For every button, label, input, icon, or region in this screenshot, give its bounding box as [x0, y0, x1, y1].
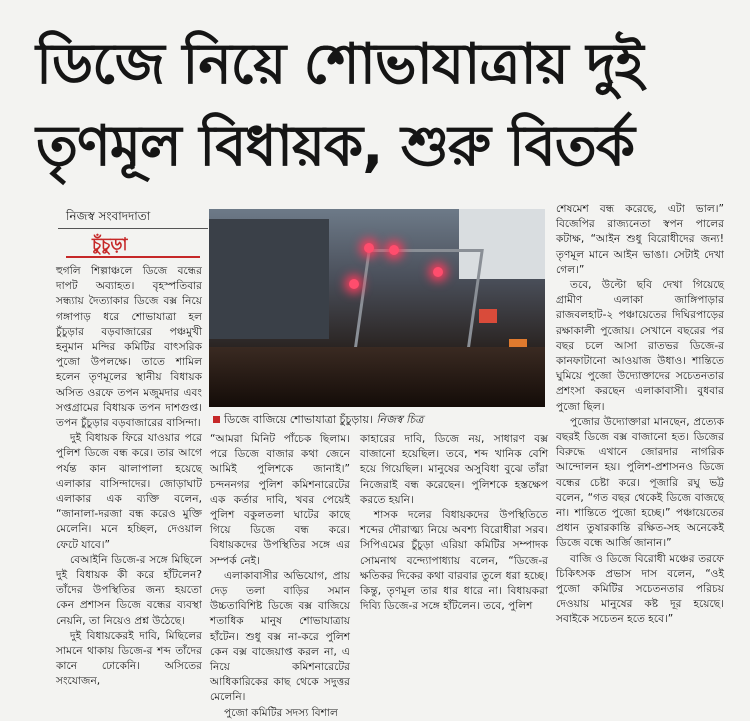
byline-divider — [58, 228, 208, 229]
article-column-3 — [360, 432, 548, 614]
paragraph: শাসক দলের বিধায়কদের উপস্থিতিতে শব্দের দৌরাত্ম্য নিয়ে অবশ্য বিরোধীরা সরব। সিপিএমের চুঁচুড়া এরিয়া কমিটির সম্পাদক সোমনাথ বন্দ্যোপাধ্যায় বলেন, “ডিজে-র ক্ষতিকর দিকের কথা বারবার তুলে ধরা হচ্ছে। কিন্তু, তৃণমূল তার ধার ধারে না। বিধায়করা দিব্যি ডিজে-র সঙ্গে হাঁটলেন। তবে, পুলিশ — [360, 509, 548, 613]
photo-stage-light — [433, 267, 443, 277]
photo-crowd — [209, 347, 545, 407]
article-column-4 — [556, 202, 724, 628]
paragraph: “আমরা মিনিট পাঁচেক ছিলাম। পরে ডিজে বাজার কথা জেনে আমিই পুলিশকে জানাই।” চন্দননগর পুলিশ কমিশনারেটের এক কর্তার দাবি, খবর পেয়েই পুলিশ বকুলতলা ঘাটের কাছে গিয়ে ডিজে বন্ধ করে। বিধায়কদের উপস্থিতির সঙ্গে এর সম্পর্ক নেই। — [210, 433, 350, 567]
paragraph: হুগলি শিল্পাঞ্চলে ডিজে বন্ধের দাপট অব্যাহত। বৃহস্পতিবার সন্ধ্যায় দৈত্যাকার ডিজে বক্স নিয়ে গঙ্গাপাড় ধরে শোভাযাত্রা হল চুঁচুড়ার বড়বাজারের পঞ্চমুখী হনুমান মন্দির কমিটির বাৎসরিক পুজো উপলক্ষে। তাতে শামিল হলেন তৃণমূলের স্থানীয় বিধায়ক অসিত ওরফে তপন মজুমদার এবং সপ্তগ্রামের বিধায়ক তপন দাশগুপ্ত। তপন চুঁচুড়ার বড়বাজারের বাসিন্দা। — [56, 265, 202, 430]
headline-line-2: তৃণমূল বিধায়ক, শুরু বিতর্ক — [36, 114, 635, 179]
paragraph: পুজো কমিটির সদস্য বিশাল — [224, 706, 338, 719]
paragraph: পুজোর উদ্যোক্তারা মানছেন, প্রত্যেক বছরই ডিজে বক্স বাজানো হত। ডিজের বিরুদ্ধে এখানে জোরদার নাগরিক আন্দোলন হয়। পুলিশ-প্রশাসনও ডিজে বন্ধের চেষ্টা করে। পূজারি রঘু ভট্ট বলেন, “গত বছর থেকেই ডিজে বাজছে না। শান্তিতে পুজো হচ্ছে।” পঞ্চায়েতের প্রধান তুষারকান্তি রক্ষিত-সহ অনেকেই ডিজে বন্ধে আর্জি জানান।” — [556, 415, 724, 550]
paragraph: কাহারের দাবি, ডিজে নয়, সাধারণ বক্স বাজানো হয়েছিল। তবে, শব্দ খানিক বেশি হয়ে গিয়েছিল। মানুষের অসুবিধা বুঝে তাঁরা নিজেরাই বন্ধ করেছেন। পুলিশকে হস্তক্ষেপ করতে হয়নি। — [360, 433, 548, 506]
paragraph: বাজি ও ডিজে বিরোধী মঞ্চের তরফে চিকিৎসক প্রভাস দাস বলেন, “ওই পুজো কমিটির সচেতনতার পরিচয় দেওয়ায় মানুষের কষ্ট দূর হয়েছে। সবাইকে সচেতন হতে হবে।” — [556, 552, 724, 626]
photo-stage-light — [389, 245, 399, 255]
paragraph: দুই বিধায়ক ফিরে যাওয়ার পরে পুলিশ ডিজে বন্ধ করে। তার আগে পর্যন্ত কান ঝালাপালা হয়েছে এলাকার বাসিন্দাদের। জোড়াঘাট এলাকার এক ব্যক্তি বলেন, “জানালা-দরজা বন্ধ করেও মুক্তি মেলেনি। মনে হচ্ছিল, দেওয়াল ফেটে যাবে।” — [56, 432, 202, 551]
photo-flag — [479, 309, 497, 323]
caption-text: ডিজে বাজিয়ে শোভাযাত্রা চুঁচুড়ায়। — [224, 413, 373, 426]
dateline: চুঁচুড়া — [92, 235, 128, 255]
photo-credit: নিজস্ব চিত্র — [376, 413, 424, 426]
news-photo — [209, 209, 545, 407]
paragraph: দুই বিধায়কেরই দাবি, মিছিলের সামনে থাকায় ডিজে-র শব্দ তাঁদের কানে ঢোকেনি। অসিতের সংযোজন, — [56, 629, 202, 688]
caption-bullet-icon — [213, 416, 220, 423]
dateline-underline — [66, 256, 200, 258]
photo-stage-light — [349, 279, 359, 289]
paragraph: এলাকাবাসীর অভিযোগ, প্রায় দেড় তলা বাড়ির সমান উচ্চতাবিশিষ্ট ডিজে বক্স বাজিয়ে শতাধিক মানুষ শোভাযাত্রায় হাঁটেন। শুধু বক্স না-করে পুলিশ কেন বক্স বাজেয়াপ্ত করল না, এ নিয়ে কমিশনারেটের আধিকারিকের কাছ থেকে সদুত্তর মেলেনি। — [210, 569, 350, 704]
paragraph: তবে, উল্টো ছবি দেখা গিয়েছে গ্রামীণ এলাকা জাঙ্গিপাড়ার রাজবলহাট-২ পঞ্চায়েতের দিঘিরপাড়ের রক্ষাকালী পুজোয়। সেখানে বছরের পর বছর চলে আসা রাতভর ডিজে-র কানফাটানো আওয়াজ উধাও। শান্তিতে ঘুমিয়ে পুজো উদ্যোক্তাদের সচেতনতার প্রশংসা করছেন এলাকাবাসী। বুধবার পুজো ছিল। — [556, 279, 724, 413]
paragraph: শেষমেশ বন্ধ করেছে, এটা ভাল।” বিজেপির রাজ্যনেতা স্বপন পালের কটাক্ষ, “আইন শুধু বিরোধীদের জন্য! তৃণমূল মানে আইন ভাঙা। সেটাই দেখা গেল।” — [556, 203, 724, 276]
article-column-1 — [56, 264, 202, 690]
paragraph: বেআইনি ডিজে-র সঙ্গে মিছিলে দুই বিধায়ক কী করে হাঁটলেন? তাঁদের উপস্থিতির জন্য হয়তো কেন প্রশাসন ডিজে বন্ধের ব্যবস্থা নেয়নি, তা নিয়েও প্রশ্ন উঠেছে। — [56, 553, 202, 627]
photo-stage-light — [364, 243, 374, 253]
headline-line-1: ডিজে নিয়ে শোভাযাত্রায় দুই — [36, 32, 643, 97]
article-column-2 — [210, 432, 350, 721]
photo-building — [209, 219, 329, 339]
byline: নিজস্ব সংবাদদাতা — [66, 209, 151, 223]
photo-caption — [213, 411, 423, 430]
